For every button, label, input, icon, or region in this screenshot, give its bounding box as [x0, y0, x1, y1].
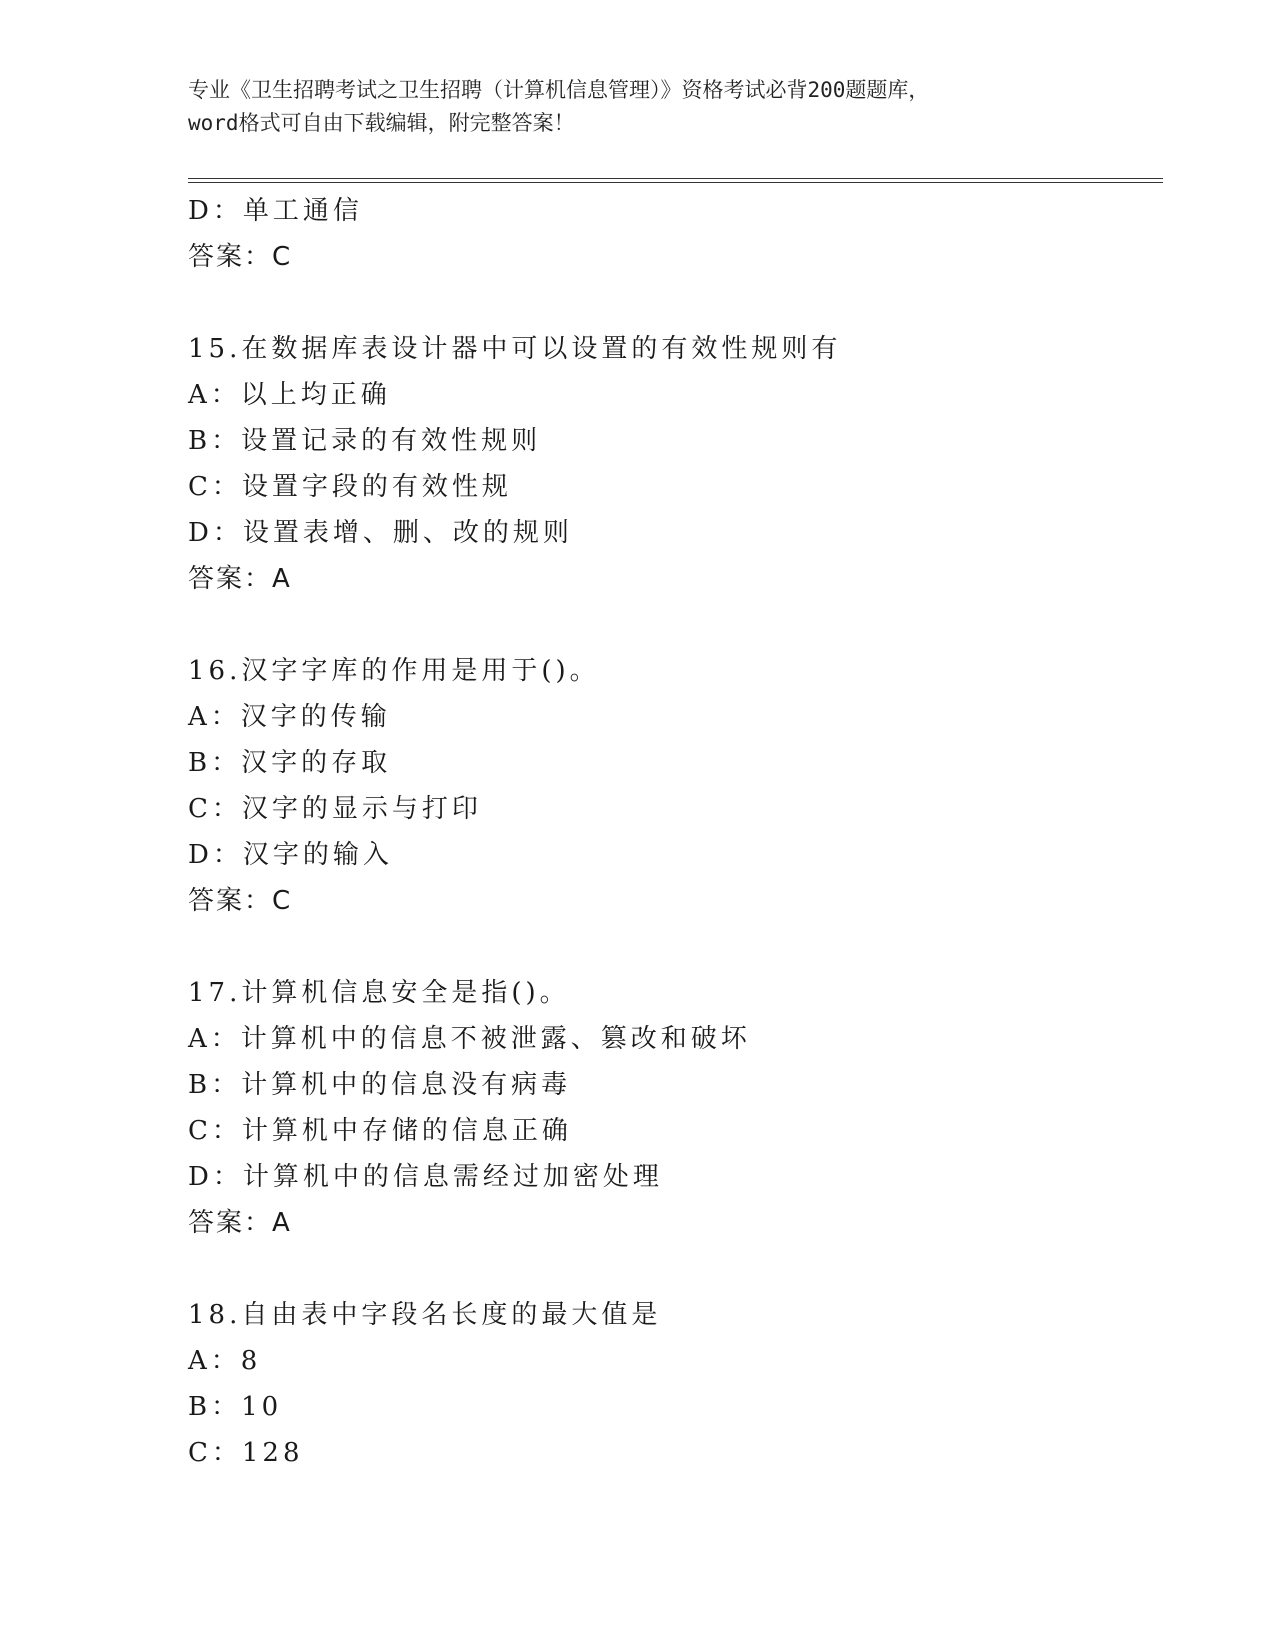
- spacer: [188, 280, 1163, 326]
- option-a: A：以上均正确: [188, 380, 391, 410]
- option-a: A：8: [188, 1346, 262, 1376]
- document-header: [188, 74, 1088, 140]
- answer: 答案：A: [188, 1208, 292, 1238]
- question-list: [188, 188, 1163, 1476]
- spacer: [188, 602, 1163, 648]
- header-title-line-2: word格式可自由下载编辑，附完整答案！: [188, 111, 575, 135]
- option-d: D：计算机中的信息需经过加密处理: [188, 1162, 663, 1192]
- question-text: 16.汉字字库的作用是用于()。: [188, 656, 600, 686]
- question-14-fragment: [188, 188, 1163, 280]
- question-15: [188, 326, 1163, 602]
- question-17: [188, 970, 1163, 1246]
- header-divider-top: [188, 178, 1163, 179]
- option-c: C：128: [188, 1438, 304, 1468]
- option-a: A：计算机中的信息不被泄露、篡改和破坏: [188, 1024, 751, 1054]
- question-18: [188, 1292, 1163, 1476]
- spacer: [188, 924, 1163, 970]
- option-c: C：汉字的显示与打印: [188, 794, 482, 824]
- option-d: D：汉字的输入: [188, 840, 393, 870]
- option-a: A：汉字的传输: [188, 702, 391, 732]
- spacer: [188, 1246, 1163, 1292]
- question-text: 15.在数据库表设计器中可以设置的有效性规则有: [188, 334, 842, 364]
- option-c: C：计算机中存储的信息正确: [188, 1116, 572, 1146]
- question-16: [188, 648, 1163, 924]
- option-d: D：单工通信: [188, 196, 363, 226]
- header-title-line-1: 专业《卫生招聘考试之卫生招聘（计算机信息管理）》资格考试必背200题题库，: [188, 78, 930, 102]
- option-d: D：设置表增、删、改的规则: [188, 518, 573, 548]
- answer: 答案：C: [188, 242, 293, 272]
- option-b: B：计算机中的信息没有病毒: [188, 1070, 572, 1100]
- answer: 答案：C: [188, 886, 293, 916]
- answer: 答案：A: [188, 564, 292, 594]
- question-text: 17.计算机信息安全是指()。: [188, 978, 570, 1008]
- option-b: B：10: [188, 1392, 283, 1422]
- question-text: 18.自由表中字段名长度的最大值是: [188, 1300, 662, 1330]
- header-divider-bottom: [188, 182, 1163, 183]
- option-b: B：汉字的存取: [188, 748, 392, 778]
- option-b: B：设置记录的有效性规则: [188, 426, 542, 456]
- option-c: C：设置字段的有效性规: [188, 472, 512, 502]
